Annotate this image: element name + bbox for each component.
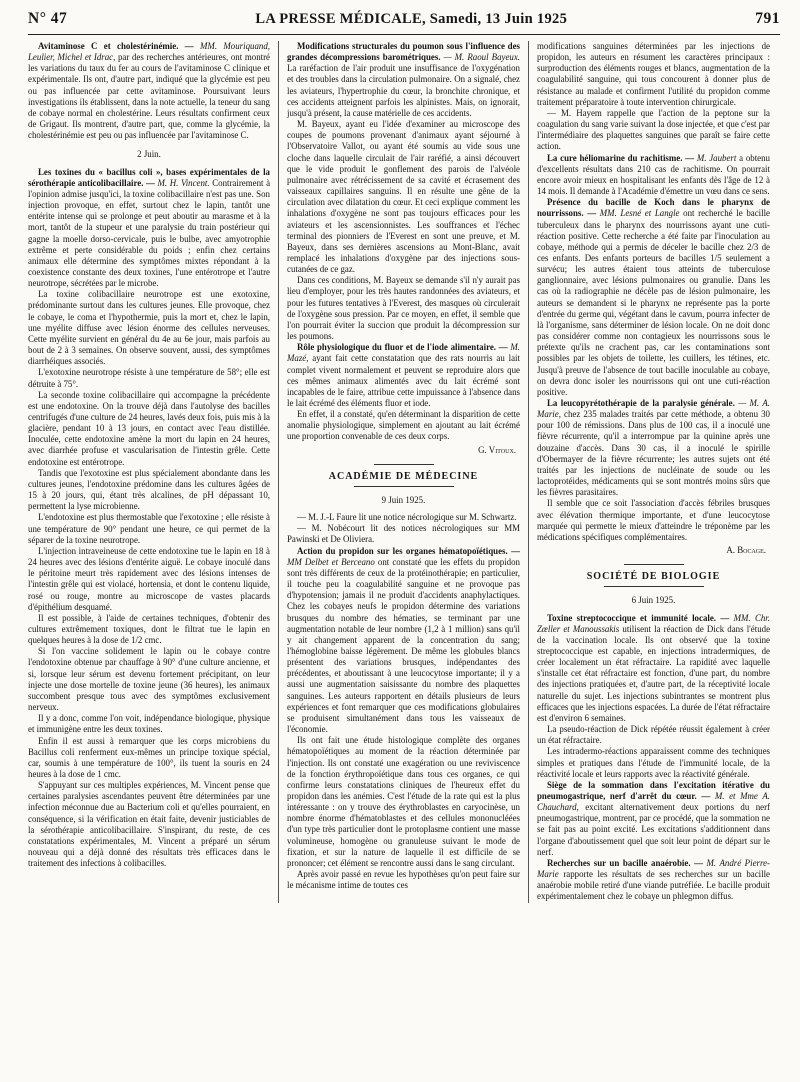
column-middle (278, 41, 528, 903)
article-title: Siège de la sommation dans l'excitation itérative du pneumogastrique, nerf d'arrêt du cœur. — (537, 779, 770, 801)
paragraph-text: L'injection intraveineuse de cette endotoxine tue le lapin en 18 à 24 heures avec des lésions d'entérite aiguë. Le cobaye inoculé dans le péritoine meurt très rapidement avec des lésions intenses de l'intestin grêle qui est violacé, hortensia, et dont le contenu liquide, rosé ou rouge, montre au microscope de vastes placards d'épithélium desquamé. (28, 545, 270, 612)
article-paragraph (537, 41, 770, 108)
author-names: M. Mazé, (287, 342, 520, 364)
article-paragraph (28, 289, 270, 367)
paragraph-text: L'endotoxine est plus thermostable que l'exotoxine ; elle résiste à une température de 90° pendant une heure, ce qui permet de la séparer de la toxine neurotrope. (28, 512, 270, 545)
section-separator (374, 464, 434, 465)
journal-title: LA PRESSE MÉDICALE, Samedi, 13 Juin 1925 (255, 11, 568, 27)
article-paragraph (287, 869, 520, 891)
article-paragraph (537, 197, 770, 398)
running-header (28, 10, 780, 32)
session-date: 2 Juin. (137, 149, 161, 160)
article-paragraph (537, 498, 770, 543)
article-title: La leucopyrétothérapie de la paralysie générale. (547, 398, 739, 408)
article-paragraph (28, 390, 270, 468)
article-paragraph (287, 41, 520, 119)
article-paragraph (537, 746, 770, 779)
column-left (28, 41, 278, 903)
article-paragraph (28, 512, 270, 545)
article-title: Action du propidon sur les organes hématopoïétiques. — (297, 545, 520, 556)
header-rule (28, 34, 780, 35)
paragraph-text: modifications sanguines déterminées par les injections de propidon, les auteurs en résument les caractères principaux : surproduction des éléments rouges et blancs, augmentation de la coagulabilité sanguine, qui tous concourent à donner plus de résistance au malade et confirment l'utilité du propidon comme traitement préparatoire à toute intervention chirurgicale. (537, 41, 770, 107)
paragraph-text: a obtenu d'excellents résultats dans 210 cas de rachitisme. On pourrait encore avoir mieux en hospitalisant les enfants dès l'âge de 12 à 14 mois. Il demande à l'Académie d'émettre un vœu dans ce sens. (537, 152, 770, 197)
article-paragraph (537, 858, 770, 903)
author-names: MM. Lesné et Langle (599, 208, 680, 219)
article-paragraph (28, 646, 270, 713)
article-paragraph (287, 735, 520, 869)
paragraph-text: utilisent la réaction de Dick dans l'étude de la vaccination locale. Ils ont observé que la toxine streptococcique est capable, en injections intradermiques, de créer localement un état réfractaire. La rapidité avec laquelle s'installe cet état réfractaire est fonction, d'une part, du nombre des injections pratiquées et, d'autre part, de la réceptivité locale naturelle du sujet. Les injections subintrantes se montrent plus efficaces que les injections espacées. La durée de l'état réfractaire est d'environ 6 semaines. (537, 623, 771, 723)
paragraph-text: La pseudo-réaction de Dick répétée réussit également à créer un état réfractaire. (537, 724, 770, 746)
article-title: Toxine streptococcique et immunité locale. — (547, 612, 734, 623)
paragraph-text: ayant fait cette constatation que des rats nourris au lait complet vivent normalement et peuvent se reproduire alors que ces mêmes animaux alimentés avec du lait écrémé sont incapables de le faire, attribue cette impuissance à l'absence dans le lait écrémé des éléments fluor et iode. (287, 353, 520, 408)
paragraph-text: S'appuyant sur ces multiples expériences, M. Vincent pense que certaines paralysies ascendantes peuvent être déterminées par une infection méconnue due au Bacterium coli et qu'elles pourraient, en conséquence, si la vérification en était faite, devenir justiciables de la sérothérapie anticolibacillaire. S'inspirant, du reste, de ces constatations expérimentales, M. Vincent a préparé un sérum nouveau qui a déjà donné des résultats très efficaces dans le traitement des infections à colibacilles. (28, 780, 270, 869)
paragraph-text: Les intradermo-réactions apparaissent comme des techniques simples et pratiques dans l'étude de l'immunité locale, de la réactivité locale et leurs rapports avec la réactivité générale. (537, 746, 770, 779)
author-names: M. André Pierre-Marie (537, 857, 770, 880)
paragraph-text: Il y a donc, comme l'on voit, indépendance biologique, physique et immunigène entre les deux toxines. (28, 713, 270, 735)
paragraph-text: Il semble que ce soit l'association d'accès fébriles brusques avec élévation thermique importante, et d'une leucocytose marquée qui permette le mieux d'atteindre le tréponème par les médications spécifiques complémentaires. (537, 498, 770, 542)
section-separator (624, 564, 684, 565)
author-signature: A. Bocage. (726, 545, 766, 556)
author-names: M. H. Vincent. (157, 177, 210, 188)
paragraph-text: Contrairement à l'opinion admise jusqu'ici, la toxine colibacillaire n'est pas une. Son injection provoque, en effet, surtout chez le lapin, tantôt une entérite intense qui se prolonge et peut aboutir au marasme et à la mort, tantôt de la stupeur et une paralysie du train postérieur qui gagne la moelle dorso-cervicale, puis le bulbe, avec amyotrophie extrême et perte considérable du poids ; enfin chez certains animaux elle détermine des symptômes mixtes répondant à la coexistence constante des deux toxines, l'une entérotrope et l'autre neurotrope, sécrétées par le microbe. (28, 177, 271, 289)
session-date: 9 Juin 1925. (381, 494, 426, 505)
paragraph-text: Après avoir passé en revue les hypothèses qu'on peut faire sur le mécanisme intime de toutes ces (287, 869, 520, 891)
article-paragraph (287, 275, 520, 342)
article-paragraph (537, 780, 770, 858)
article-paragraph (28, 736, 270, 781)
paragraph-text: Dans ces conditions, M. Bayeux se demande s'il n'y aurait pas lieu d'employer, pour les très hautes randonnées des aviateurs, et pour les futures tentatives à l'Everest, des masques où circulerait de l'oxygène sous pression. Par ce moyen, en effet, il semble que l'on pourrait éviter la succion que produit la décompression sur les poumons. (287, 275, 520, 342)
author-names: MM. Chr. Zœller et Manoussakis (537, 612, 770, 634)
article-paragraph (287, 342, 520, 409)
article-paragraph (287, 512, 520, 523)
paragraph-text: La seconde toxine colibacillaire qui accompagne la précédente est une endotoxine. On la trouve déjà dans l'autolyse des bacilles centrifugés d'une culture de 24 heures, lavés deux fois, puis mis à la glacière, pendant 10 à 13 jours, en contact avec l'eau distillée. Inoculée, cette endotoxine amène la mort du lapin en 24 heures, avec diarrhée profuse et vascularisation de l'intestin grêle. Cette endotoxine est entérotrope. (28, 389, 270, 467)
article-paragraph (537, 153, 770, 198)
session-date: 6 Juin 1925. (631, 595, 676, 606)
article-paragraph (28, 713, 270, 735)
paragraph-text: — M. Hayem rappelle que l'action de la peptone sur la coagulation du sang varie suivant la dose injectée, et que c'est par l'intermédiaire des plaquettes sanguines que paraît se faire cette action. (537, 107, 770, 152)
paragraph-text: chez 235 malades traités par cette méthode, a obtenu 30 pour 100 de rémissions. Dans plus de 100 cas, il a inoculé une fièvre récurrente, qu'il a interrompue par la quinine après une douzaine d'accès. Dans 30 cas, il a inoculé le spirille d'Obermayer de la fièvre récurrente; les autres sujets ont été traités par les injections de nucléinate de soude ou les lactoprotéides, médicaments qui se sont montrés moins sûrs que les fièvres parasitaires. (537, 409, 770, 498)
article-title: Avitaminose C et cholestérinémie. — (38, 41, 201, 51)
article-paragraph (537, 613, 770, 725)
section-heading: SOCIÉTÉ DE BIOLOGIE (586, 571, 721, 583)
paragraph-text: — M. Nobécourt lit des notices nécrologiques sur MM Pawinski et De Oliviera. (287, 523, 520, 545)
article-paragraph (287, 546, 520, 736)
paragraph-text: ont constaté que les effets du propidon sont très différents de ceux de la protéinothérapie; en particulier, il touche peu la coagulabilité sanguine et ne provoque pas d'hypotension; jamais il ne produit d'accidents anaphylactiques. Chez les cobayes neufs le propidon détermine des variations brusques du nombre des hématies, se terminant par une augmentation notable de leur nombre (1,2 à 1 million) sans qu'il y ait changement apparent de la concentration du sang; l'hémoglobine baisse légèrement. De même les globules blancs présentent des variations brusques, indépendantes des précédentes, et aboutissant à une leucocytose importante; il y a aussi une augmentation saisissante du nombre des plaquettes sanguines. Les auteurs rapportent en détails plusieurs de leurs expériences et font remarquer que ces modifications globulaires se produisent simultanément dans tous les vaisseaux de l'économie. (287, 556, 520, 735)
paragraph-text: excitant alternativement deux portions du nerf pneumogastrique, montrent, par ce procédé, que la sommation ne se fait pas au point excité. Les excitations s'additionnent dans l'organe d'aboutissement quel que soit leur point de départ sur le nerf. (537, 802, 770, 857)
article-paragraph (287, 119, 520, 275)
article-paragraph (28, 613, 270, 646)
article-paragraph (537, 108, 770, 153)
article-paragraph (287, 523, 520, 545)
column-right (528, 41, 778, 903)
author-names: MM. Mouriquand, Leulier, Michel et Idrac, (28, 41, 270, 63)
article-paragraph (28, 41, 270, 141)
paragraph-text: — M. J.-L Faure lit une notice nécrologique sur M. Schwartz. (297, 512, 517, 523)
article-title: Les toxines du « bacillus coli », bases expérimentales de la sérothérapie anticolibacillaire. — (28, 166, 270, 188)
paragraph-text: par des recherches antérieures, ont montré les variations du taux du fer au cours de l'avitaminose C clinique et expérimentale. Ils ont, d'autre part, indiqué que la glycémie est peu ou pas influencée par cette avitaminose. Poursuivant leurs investigations ils établissent, dans la note actuelle, la teneur du sang de cobaye normal en cholestérine. Leurs résultats confirment ceux de Grigaut. Ils montrent, d'autre part, que, comme la glycémie, la cholestérinémie est peu ou pas influencée par l'avitaminose C. (28, 52, 270, 141)
paragraph-text: L'exotoxine neurotrope résiste à une température de 58°; elle est détruite à 75°. (28, 367, 270, 389)
text-columns (28, 41, 780, 903)
article-title: Présence du bacille de Koch dans le pharynx de nourrissons. — (537, 197, 770, 219)
section-heading: ACADÉMIE DE MÉDECINE (328, 470, 479, 482)
paragraph-text: En effet, il a constaté, qu'en déterminant la disparition de cette anomalie physiologique, simplement en ajoutant au lait écrémé une proportion convenable de ces deux corps. (287, 409, 520, 442)
page-number: 791 (755, 10, 780, 27)
author-names: M. Jaubert (696, 152, 737, 163)
author-names: — M. A. Marie, (537, 398, 771, 420)
article-paragraph (28, 468, 270, 513)
author-signature: G. Vitoux. (478, 444, 516, 455)
paragraph-text: M. Bayeux, ayant eu l'idée d'examiner au microscope des coupes de poumons provenant d'animaux ayant séjourné à l'Observatoire Vallot, ou ayant été soumis au vide sous une cloche dans laquelle circulait de l'air raréfié, a ainsi découvert que le vide produit le gonflement des parois de l'alvéole pulmonaire avec rétrécissement de sa cavité et écrasement des vaisseaux capillaires sanguins. Il en résulte une gêne de la circulation avec dilatation du cœur. Et ceci explique comment les inhalations d'oxygène ne sont pas toujours efficaces pour les aviateurs et les ascensionnistes. Les souffrances et l'échec terminal des pionniers de l'Everest en sont une preuve, et M. Bayeux, dans ses dernières ascensions au Mont-Blanc, avait remplacé les inhalations d'oxygène par des injections sous-cutanées de ce gaz. (287, 119, 520, 275)
article-paragraph (537, 398, 770, 498)
section-heading-underline (354, 486, 454, 487)
paragraph-text: ont recherché le bacille tuberculeux dans le pharynx des nourrissons ayant une cuti-réaction positive. Cette recherche a été faite par l'inoculation au cobaye, méthode qui a permis de déceler le bacille chez 2/3 de ces enfants. Des enfants porteurs de bacilles 1/5 seulement a survécu; les autres étaient tous atteints de tuberculose ganglionnaire, avec lésions pulmonaires ou granulie. Dans les cas où la radiographie ne décèle pas de lésion pulmonaire, les auteurs se demandent si le pharynx ne représente pas la porte d'entrée du germe qui, végétant dans le cavum, pourra infecter de là l'organisme, sans déterminer de lésion locale. On ne doit donc pas considérer comme non contagieux les nourrissons sous le prétexte qu'ils ne crachent pas, car les contaminations sont possibles par les objets de toilette, les cuillers, les tétines, etc. Jusqu'à preuve de l'absence de tout bacille inoculable au cobaye, on devra donc isoler les nourrissons qui ont une cuti-réaction positive. (537, 208, 770, 397)
author-names: M. et Mme A. Chauchard, (537, 791, 770, 813)
paragraph-text: Enfin il est aussi à remarquer que les corps microbiens du Bacillus coli renferment eux-mêmes un principe toxique spécial, car, soumis à une température de 100°, ils tuent la souris en 24 heures à la dose de 1 cmc. (28, 735, 270, 779)
paragraph-text: Tandis que l'exotoxine est plus spécialement abondante dans les cultures jeunes, l'endotoxine prédomine dans les cultures âgées de 15 à 20 jours, qui, étant très alcalines, de pH dépassant 10, permettent la lyse microbienne. (28, 467, 270, 512)
article-title: Recherches sur un bacille anaérobie. — (547, 857, 707, 868)
article-paragraph (537, 724, 770, 746)
author-names: — M. Raoul Bayeux. (443, 52, 520, 63)
paragraph-text: Ils ont fait une étude histologique complète des organes hématopoïétiques au moment de la réaction déterminée par l'injection. Ils ont constaté une exagération ou une reviviscence de la fonction érythropoïétique dans tous ces organes, ce qui confirme leurs constatations cliniques de l'heureux effet du propidon dans les anémies. C'est l'étude de la rate qui est la plus intéressante : on y trouve des érythroblastes en caryocinèse, un nombre énorme d'hématoblastes et des cellules mononucléées d'un type très particulier dont le protoplasme contient une masse volumineuse, homogène ou granuleuse suivant le mode de fixation, et sur la nature de laquelle il est difficile de se prononcer; cet élément se rencontre aussi dans le sang circulant. (287, 735, 520, 868)
article-title: Rôle physiologique du fluor et de l'iode alimentaire. — (297, 342, 511, 353)
article-title: Modifications structurales du poumon sous l'influence des grandes décompressions barométriques. (287, 41, 520, 63)
paragraph-text: Si l'on vaccine solidement le lapin ou le cobaye contre l'endotoxine obtenue par chauffage à 90° d'une culture ancienne, et si, lorsque leur sérum est devenu fortement précipitant, on leur injecte une dose mortelle de toxine jeune (36 heures), les animaux succombent presque tous avec des symptômes exclusivement nerveux. (28, 646, 270, 713)
section-heading-underline (604, 586, 704, 587)
author-names: MM Delbet et Berceano (287, 556, 375, 567)
article-paragraph (28, 546, 270, 613)
article-paragraph (28, 167, 270, 290)
issue-number: N° 47 (28, 10, 68, 27)
paragraph-text: rapporte les résultats de ses recherches sur un bacille anaérobie mobile retiré d'une viande putréfiée. Le bacille produit expérimentalement chez le cobaye un phlegmon diffus. (537, 869, 770, 902)
article-paragraph (28, 367, 270, 389)
paragraph-text: Il est possible, à l'aide de certaines techniques, d'obtenir des cultures extrêmement toxiques, dont le filtrat tue le lapin en quelques heures à la dose de 1/2 cmc. (28, 612, 270, 646)
article-paragraph (287, 409, 520, 442)
paragraph-text: La raréfaction de l'air produit une insuffisance de l'oxygénation et des troubles dans la circulation pulmonaire. On a signalé, chez les aviateurs, l'hypertrophie du cœur, la bronchite chronique, et ces accidents atteignent parfois les alpinistes. Mais, on ignorait, jusqu'à présent, la cause matérielle de ces accidents. (287, 63, 520, 118)
paragraph-text: La toxine colibacillaire neurotrope est une exotoxine, prédominante surtout dans les cultures jeunes. Elle provoque, chez le cobaye, le coma et l'hypothermie, puis la mort et, chez le lapin, une myélite diffuse avec lésion énorme des cellules nerveuses. Cette myélite survient en général du 4e au 6e jour, mais parfois au bout de 2 à 3 semaines. On observe souvent, aussi, des symptômes diarrhéiques associés. (28, 289, 270, 367)
article-title: La cure héliomarine du rachitisme. — (547, 152, 697, 163)
article-paragraph (28, 780, 270, 869)
